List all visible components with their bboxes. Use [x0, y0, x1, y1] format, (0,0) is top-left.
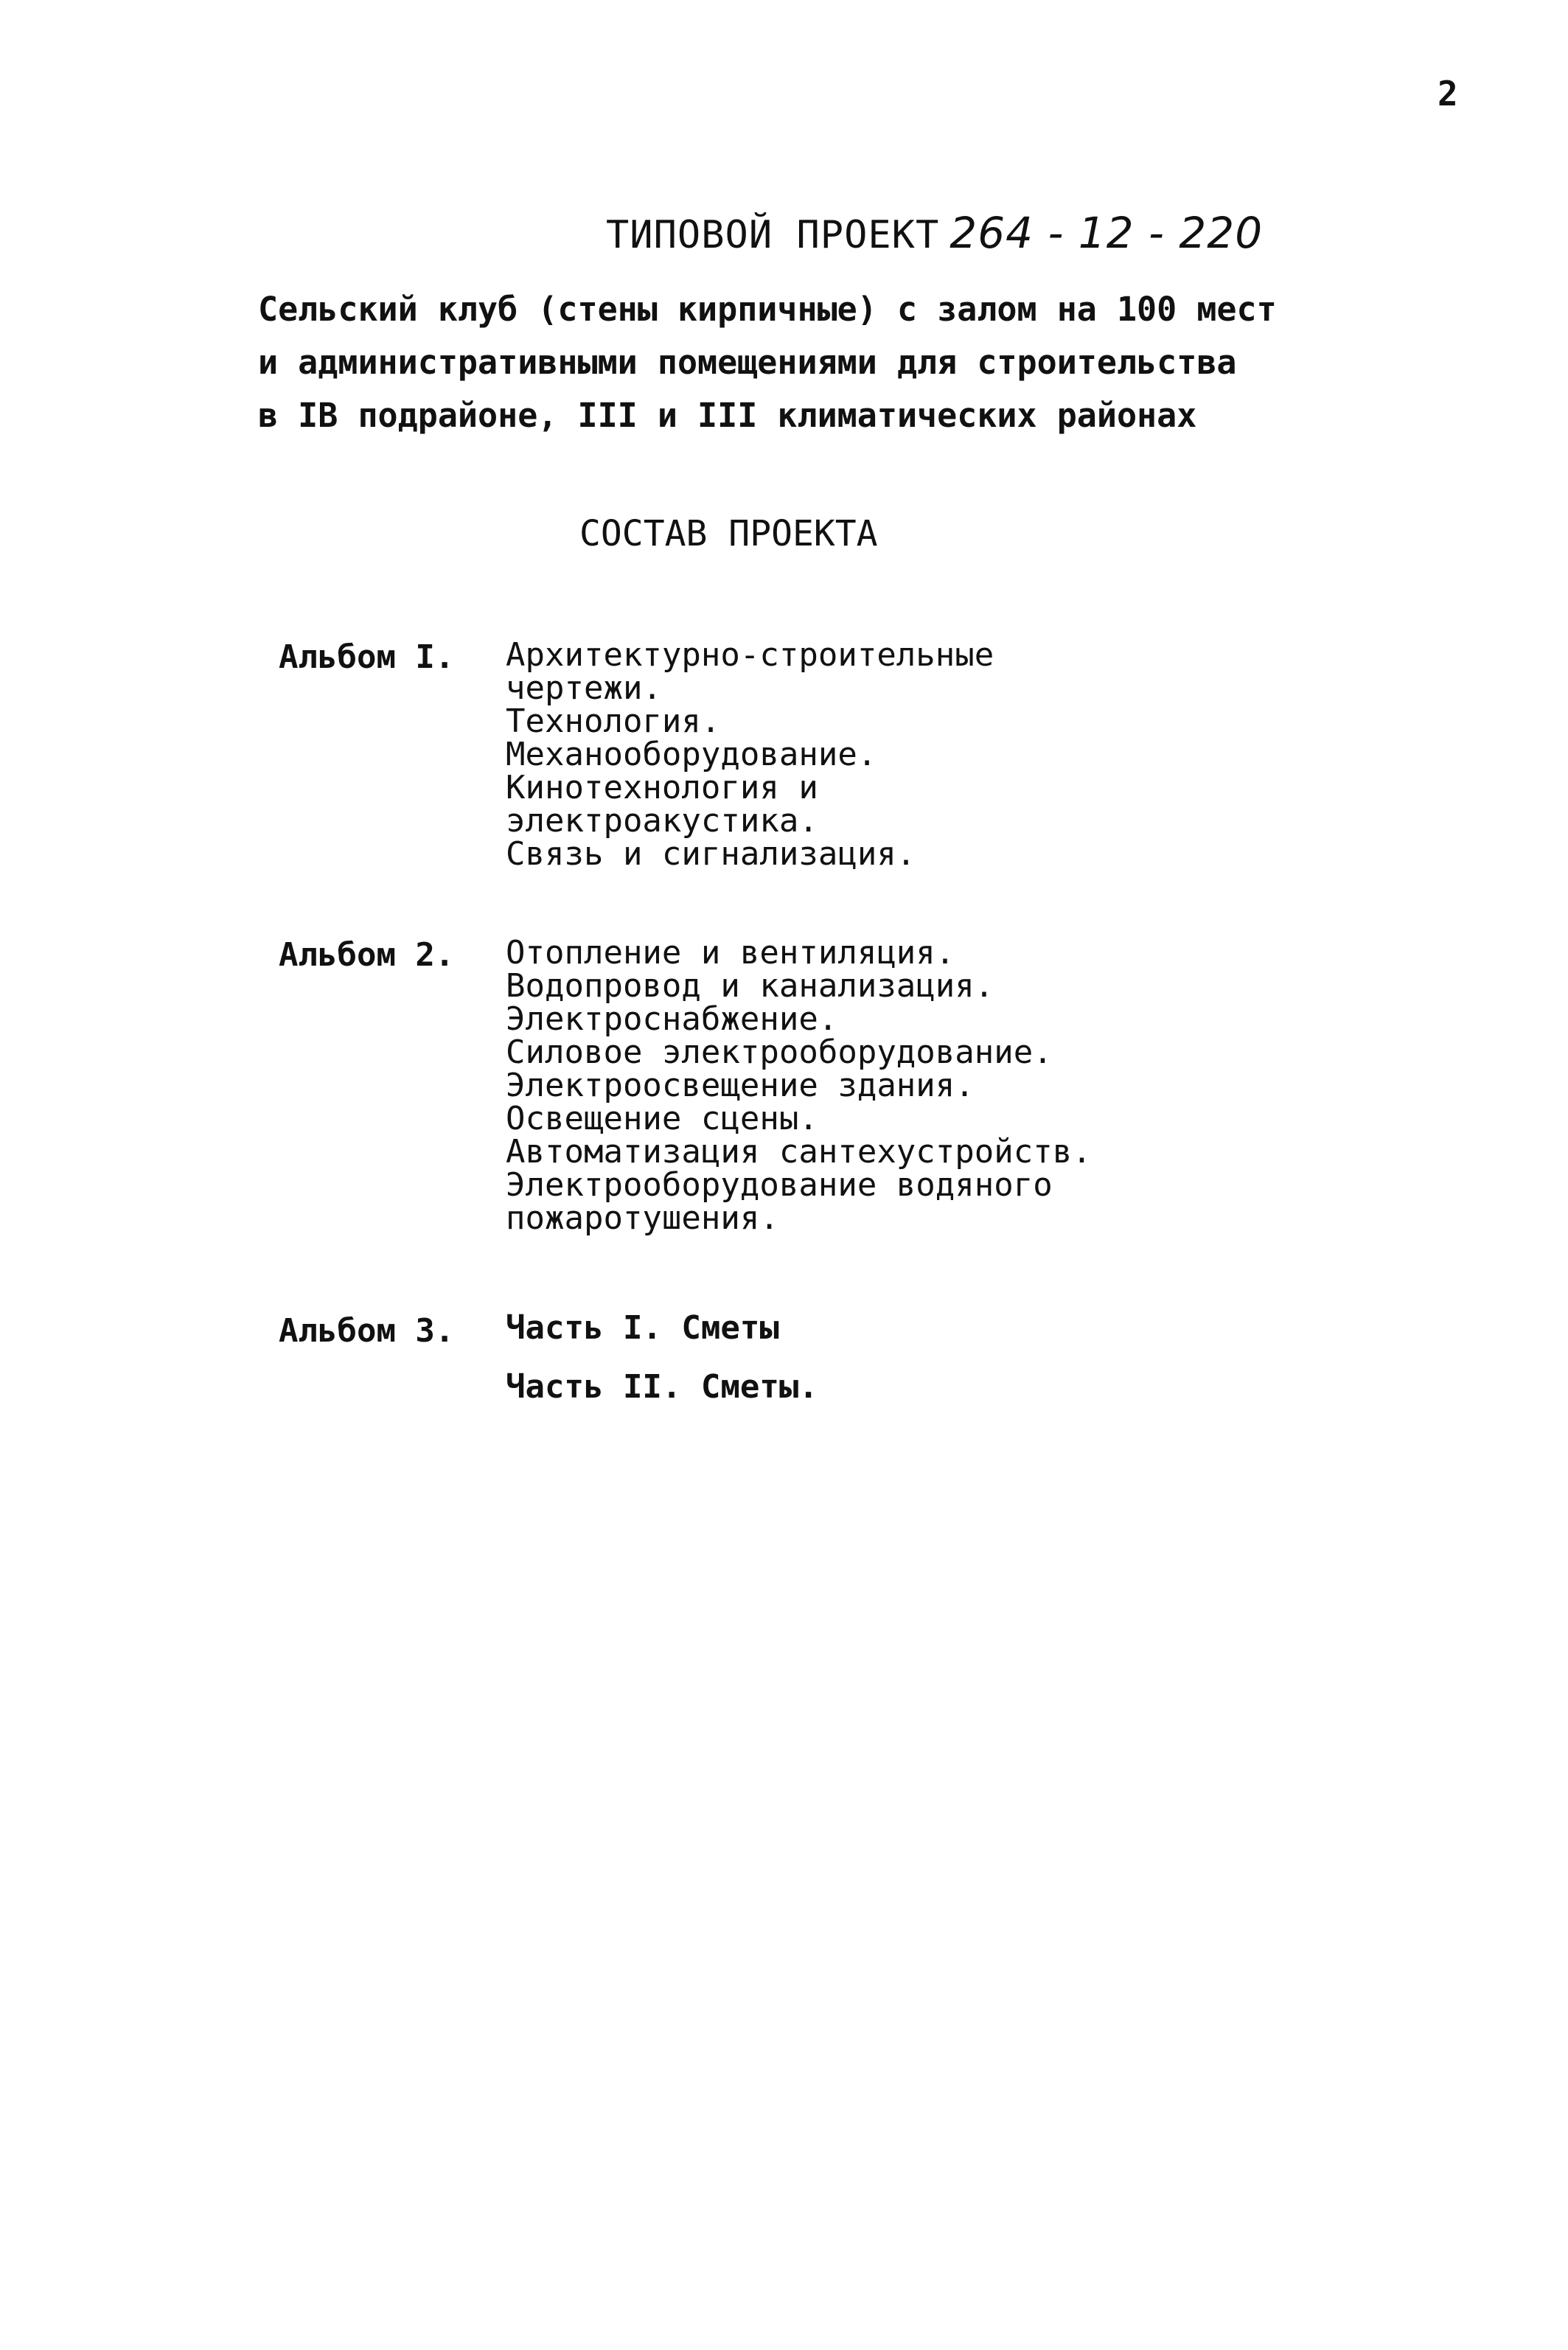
album-item: электроакустика.: [506, 802, 818, 840]
album-item: Отопление и вентиляция.: [506, 934, 955, 972]
album-item: Автоматизация сантехустройств.: [506, 1133, 1092, 1171]
album-item: Электрооборудование водяного: [506, 1166, 1053, 1204]
album-item: Силовое электрооборудование.: [506, 1033, 1053, 1071]
project-description-line: и административными помещениями для строительства: [258, 343, 1237, 382]
album-item: Механооборудование.: [506, 736, 877, 773]
project-description-line: в IВ подрайоне, III и III климатических районах: [258, 396, 1197, 435]
album-item: Часть I. Сметы: [506, 1309, 779, 1347]
album-label: Альбом 3.: [279, 1312, 455, 1350]
section-heading: СОСТАВ ПРОЕКТА: [579, 513, 878, 554]
album-item-list: [506, 936, 1243, 1235]
album-item: Технология.: [506, 702, 721, 740]
project-code: 264 - 12 - 220: [949, 208, 1264, 258]
project-description-line: Сельский клуб (стены кирпичные) с залом на 100 мест: [258, 290, 1277, 329]
album-item: Кинотехнология и: [506, 769, 818, 806]
project-title-prefix: ТИПОВОЙ ПРОЕКТ: [606, 213, 940, 257]
album-item-list: [506, 1299, 1243, 1417]
album-label: Альбом 2.: [279, 936, 455, 974]
album-item: Водопровод и канализация.: [506, 967, 994, 1005]
album-item: пожаротушения.: [506, 1199, 779, 1237]
project-title: [606, 208, 1263, 258]
album-item: Архитектурно-строительные: [506, 636, 994, 674]
album-item: Часть II. Сметы.: [506, 1368, 818, 1406]
album-label: Альбом I.: [279, 638, 455, 676]
album-item: Освещение сцены.: [506, 1100, 818, 1137]
album-item-list: [506, 638, 1243, 871]
page-number: 2: [1438, 74, 1458, 114]
album-item: Электроосвещение здания.: [506, 1067, 975, 1104]
project-description: [258, 283, 1526, 442]
album-item: чертежи.: [506, 669, 662, 707]
album-item: Связь и сигнализация.: [506, 835, 916, 873]
album-item: Электроснабжение.: [506, 1000, 838, 1038]
